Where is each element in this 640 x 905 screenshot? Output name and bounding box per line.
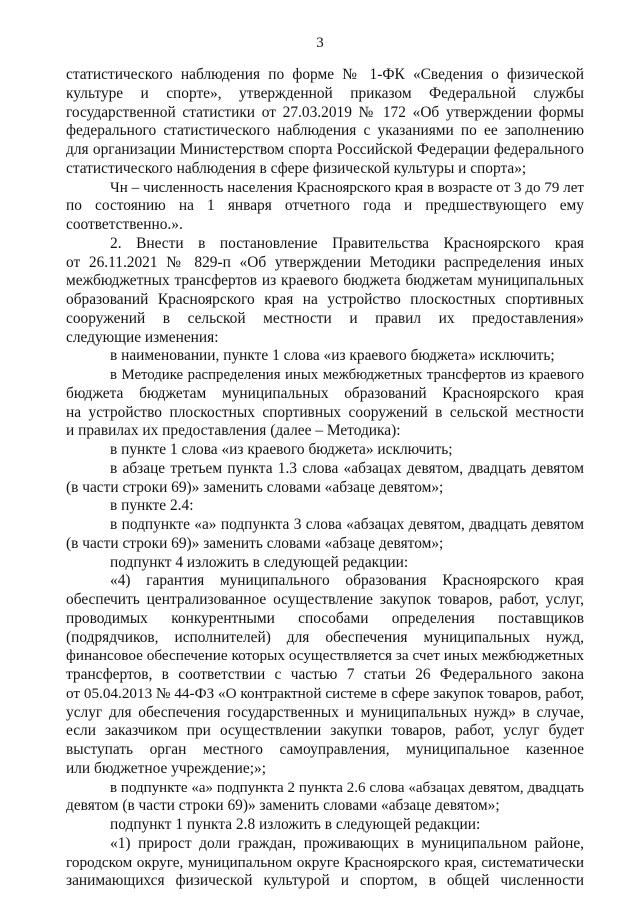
paragraph [66,554,584,573]
text-line: для организации Министерством спорта Российской Федерации федерального [66,141,584,158]
paragraph [66,347,584,366]
paragraph [66,441,584,460]
text-line: статистического наблюдения в сфере физической культуры и спорта»; [66,159,527,177]
text-line: государственной статистики от 27.03.2019 № 172 «Об утверждении формы [66,103,584,121]
text-line: финансовое обеспечение которых осуществляется за счет иных межбюджетных [66,647,584,665]
text-line: бюджета бюджетам муниципальных образований Красноярского края [66,384,584,402]
text-line: или бюджетное учреждение;»; [66,759,266,777]
paragraph [66,66,584,179]
text-line: в подпункте «а» подпункта 2 пункта 2.6 слова «абзацах девятом, двадцать [110,779,584,796]
paragraph [66,779,584,817]
text-line: обеспечить централизованное осуществление закупок товаров, работ, услуг, [66,591,584,608]
paragraph [66,179,584,235]
text-line: «4) гарантия муниципального образования Красноярского края [110,572,584,590]
text-line: выступать орган местного самоуправления, муниципальное казенное [66,741,584,758]
text-line: и правилах их предоставления (далее – Методика): [66,422,401,440]
text-line: девятом (в части строки 69)» заменить словами «абзаце девятом»; [66,797,500,815]
text-line: (в части строки 69)» заменить словами «абзаце девятом»; [66,478,444,496]
text-line: трансфертов, в соответствии с частью 7 статьи 26 Федерального закона [66,666,584,683]
text-line: 2. Внести в постановление Правительства Красноярского края [110,234,584,252]
text-line: культуре и спорте», утвержденной приказом Федеральной службы [66,84,584,102]
text-line: от 05.04.2013 № 44-ФЗ «О контрактной системе в сфере закупок товаров, работ, [66,684,584,702]
text-line: в наименовании, пункте 1 слова «из краевого бюджета» исключить; [110,347,555,365]
text-line: «1) прирост доли граждан, проживающих в муниципальном районе, [110,834,584,852]
text-line: проводимых конкурентными способами определения поставщиков [66,609,584,627]
text-line: в Методике распределения иных межбюджетных трансфертов из краевого [110,367,584,383]
text-line: межбюджетных трансфертов из краевого бюджета бюджетам муниципальных [66,272,584,290]
text-line: на устройство плоскостных спортивных сооружений в сельской местности [66,403,584,421]
text-line: в абзаце третьем пункта 1.3 слова «абзацах девятом, двадцать девятом [110,459,584,477]
text-line: соответственно.». [66,216,183,233]
text-line: в пункте 1 слова «из краевого бюджета» исключить; [110,441,453,458]
paragraph [66,516,584,554]
text-line: Чн – численность населения Красноярского края в возрасте от 3 до 79 лет [110,179,584,196]
paragraph [66,816,584,835]
text-line: сооружений в сельской местности и правил их предоставления» [66,309,584,327]
text-line: подпункт 1 пункта 2.8 изложить в следующей редакции: [110,816,481,833]
text-line: городском округе, муниципальном округе Красноярского края, систематически [66,853,584,871]
paragraph [66,460,584,498]
paragraph [66,366,584,441]
page-number: 3 [316,35,324,51]
paragraph [66,497,584,516]
text-line: статистического наблюдения по форме № 1-ФК «Сведения о физической [66,66,584,83]
paragraph [66,835,584,891]
text-line: образований Красноярского края на устройство плоскостных спортивных [66,291,584,308]
text-line: подпункт 4 изложить в следующей редакции: [110,553,409,571]
text-line: по состоянию на 1 января отчетного года и предшествующего ему [66,197,584,215]
text-line: федерального статистического наблюдения с указаниями по ее заполнению [66,122,584,140]
paragraph [66,235,584,348]
text-line: занимающихся физической культурой и спортом, в общей численности [66,872,584,890]
text-line: в подпункте «а» подпункта 3 слова «абзацах девятом, двадцать девятом [110,516,584,533]
text-line: от 26.11.2021 № 829-п «Об утверждении Методики распределения иных [66,253,584,271]
text-line: в пункте 2.4: [110,497,194,515]
text-line: (в части строки 69)» заменить словами «абзаце девятом»; [66,534,444,552]
text-line: следующие изменения: [66,328,219,346]
text-line: услуг для обеспечения государственных и муниципальных нужд» в случае, [66,703,584,721]
text-line: (подрядчиков, исполнителей) для обеспечения муниципальных нужд, [66,628,584,646]
document-body [66,66,584,891]
text-line: если заказчиком при осуществлении закупки товаров, работ, услуг будет [66,722,584,740]
paragraph [66,572,584,778]
